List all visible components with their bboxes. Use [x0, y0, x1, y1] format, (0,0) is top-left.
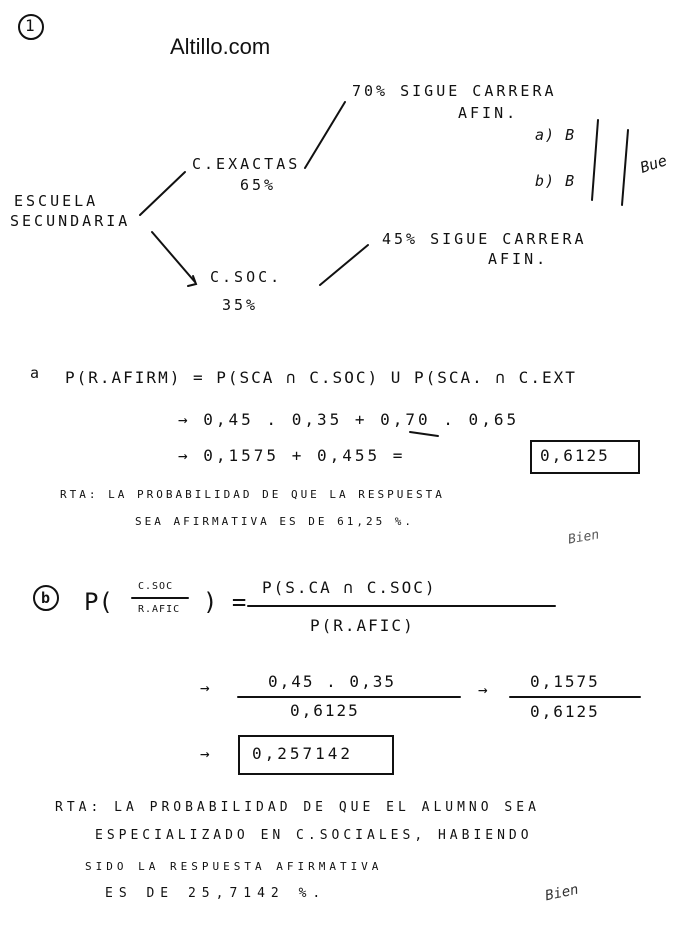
watermark: Altillo.com: [170, 34, 271, 59]
part-b-lhs-den: R.AFIC: [138, 604, 181, 615]
tree-line-soc-leaf: [320, 245, 368, 285]
scanned-page: 1 Altillo.com ESCUELA SECUNDARIA C.EXACTAS 65% C.SOC. 35% 70% SIGUE CARRERA AFIN. 45% SIGUE CARRERA AFIN. a) B b) B Bue a P(R.AFIRM) = P(SCA ∩ C.SOC) U P(SCA. ∩ C.EXT → 0,45 . 0,35 + 0,70 . 0,65 → 0,1575 + 0,455 = 0,6125 RTA: LA PROBABILIDAD DE QUE LA RESPUESTA SEA AFIRMATIVA ES DE 61,25 %. Bien b P( C.SOC R.AFIC ) = P(S.CA ∩ C.SOC) P(R.AFIC) → 0,45 . 0,35 0,6125 → 0,1575 0,6125 → 0,257142 RTA: LA PROBABILIDAD DE QUE EL ALUMNO SEA ESPECIALIZADO EN C.SOCIALES, HABIENDO SIDO LA RESPUESTA AFIRMATIVA ES DE 25,7142 %. Bien: [0, 0, 700, 934]
part-b-answer-line1: RTA: LA PROBABILIDAD DE QUE EL ALUMNO SEA: [55, 800, 540, 815]
margin-divider-1: [592, 120, 598, 200]
tree-root-line2: SECUNDARIA: [10, 212, 131, 230]
connector-hint: [410, 432, 438, 436]
tree-branch-soc: C.SOC.: [210, 268, 283, 286]
part-a-result: 0,6125: [540, 446, 610, 465]
part-b-label: b: [41, 589, 51, 607]
part-b-step2-den: 0,6125: [530, 702, 600, 721]
part-b-result: 0,257142: [252, 744, 354, 763]
margin-note-a: a) B: [535, 126, 576, 144]
part-a-line1: P(R.AFIRM) = P(SCA ∩ C.SOC) U P(SCA. ∩ C.EXT: [65, 368, 577, 387]
problem-number: 1: [25, 16, 35, 35]
part-a-line3: → 0,1575 + 0,455 =: [178, 446, 406, 465]
margin-note-b: b) B: [535, 172, 576, 190]
tree-branch-soc-pct: 35%: [222, 296, 259, 314]
part-b-answer-line4: ES DE 25,7142 %.: [105, 886, 327, 901]
part-b-step1-num: 0,45 . 0,35: [268, 672, 396, 691]
tree-leaf-soc-line1: 45% SIGUE CARRERA: [382, 230, 587, 248]
tree-leaf-soc-line2: AFIN.: [488, 250, 549, 268]
tree-arrow-exactas: [140, 172, 185, 215]
tree-line-exactas-leaf: [305, 102, 345, 168]
part-b-step2-num: 0,1575: [530, 672, 600, 691]
part-a-answer-line2: SEA AFIRMATIVA ES DE 61,25 %.: [135, 515, 415, 528]
tree-branch-exactas: C.EXACTAS: [192, 155, 301, 173]
part-b-lhs-num: C.SOC: [138, 581, 174, 592]
part-b-result-box: [238, 735, 394, 775]
margin-divider-2: [622, 130, 628, 205]
part-b-answer-line2: ESPECIALIZADO EN C.SOCIALES, HABIENDO: [95, 828, 533, 843]
tree-arrow-soc: [152, 232, 195, 282]
part-b-step1-den: 0,6125: [290, 701, 360, 720]
part-b-rhs-den: P(R.AFIC): [310, 616, 415, 635]
tree-branch-exactas-pct: 65%: [240, 176, 277, 194]
part-b-answer-line3: SIDO LA RESPUESTA AFIRMATIVA: [85, 860, 383, 873]
tree-leaf-exactas-line2: AFIN.: [458, 104, 519, 122]
part-a-label: a: [30, 364, 43, 382]
part-a-line2: → 0,45 . 0,35 + 0,70 . 0,65: [178, 410, 520, 429]
part-a-result-box: [530, 440, 640, 474]
signature-a: Bien: [566, 527, 601, 548]
part-b-rhs-num: P(S.CA ∩ C.SOC): [262, 578, 437, 597]
tree-root-line1: ESCUELA: [14, 192, 99, 210]
part-a-answer-line1: RTA: LA PROBABILIDAD DE QUE LA RESPUESTA: [60, 488, 445, 501]
signature-b: Bien: [543, 881, 581, 905]
margin-note-bue: Bue: [637, 151, 670, 177]
tree-leaf-exactas-line1: 70% SIGUE CARRERA: [352, 82, 557, 100]
